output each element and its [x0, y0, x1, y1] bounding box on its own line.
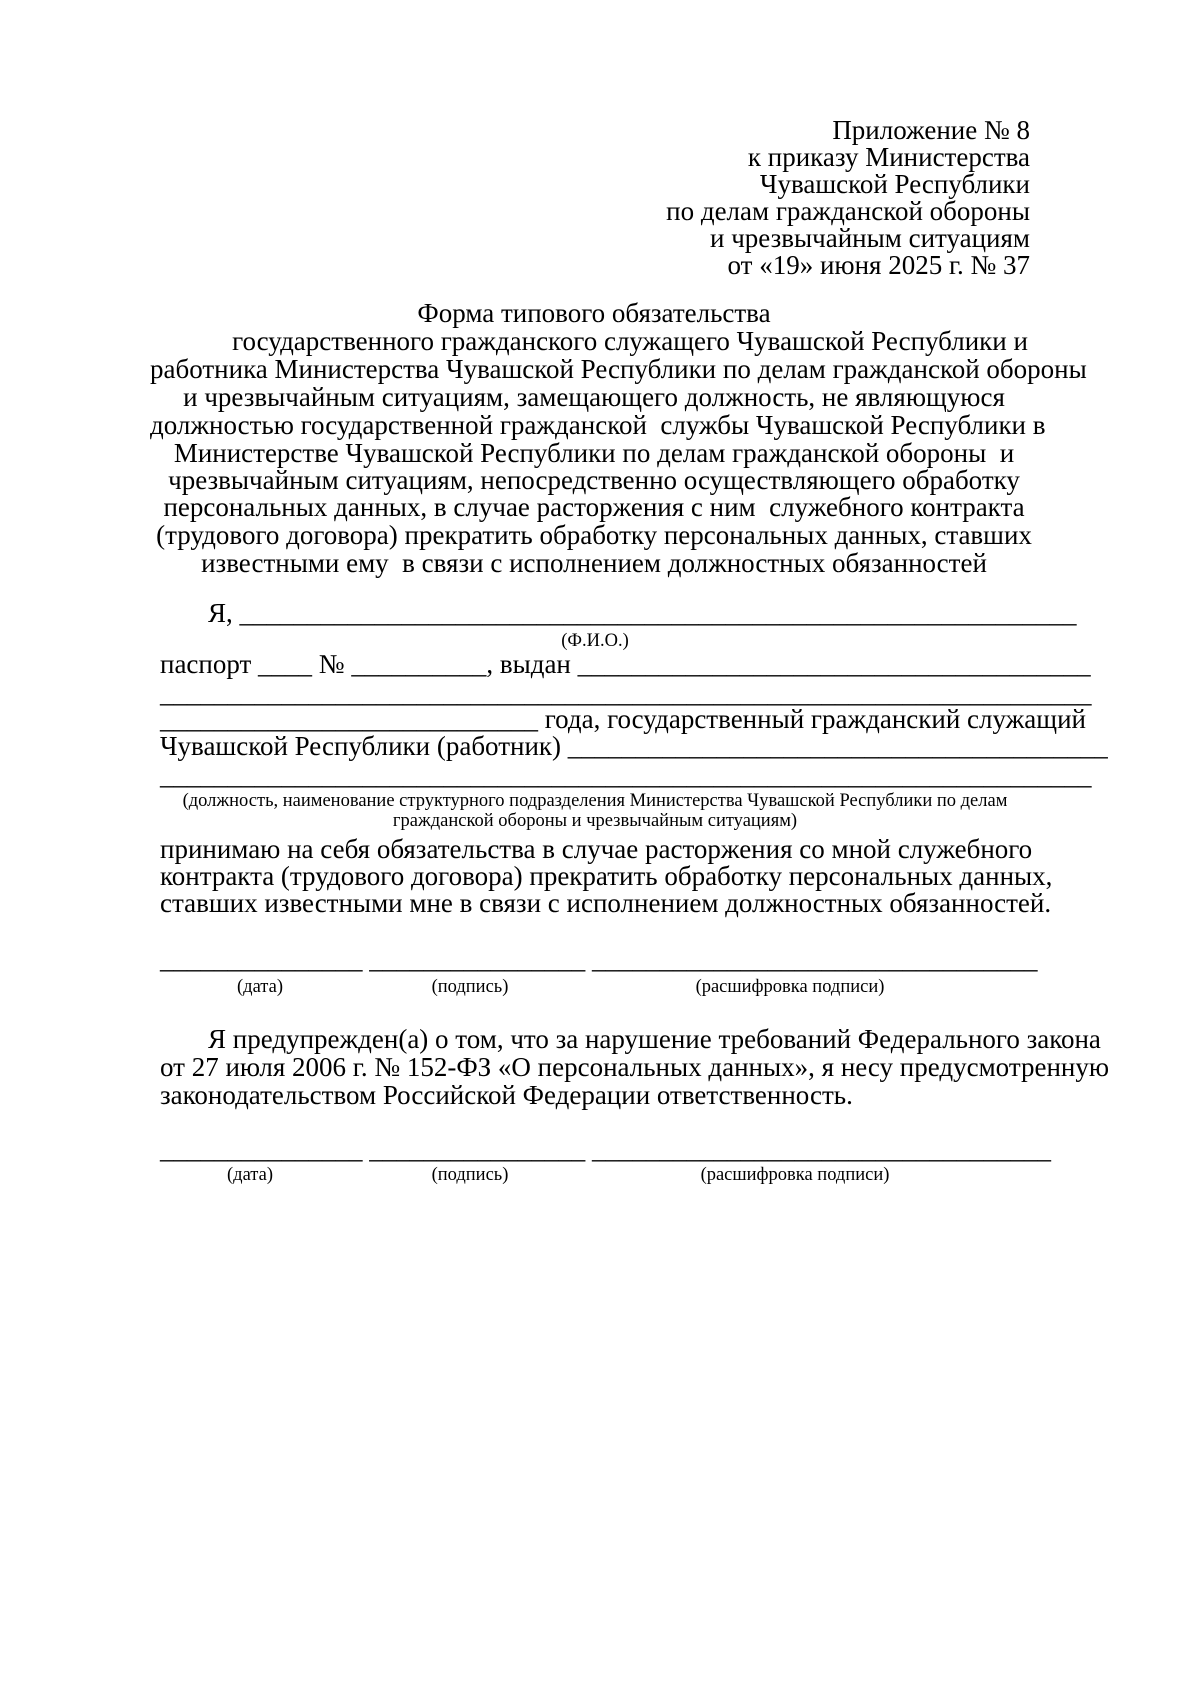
issue-year-line: ____________________________ года, государственный гражданский служащий — [160, 704, 1086, 734]
position-caption-line-1: (должность, наименование структурного подразделения Министерства Чувашской Республики по делам — [182, 791, 1008, 811]
fio-line: Я, ______________________________________________________________ — [208, 598, 1077, 628]
appendix-line-3: Чувашской Республики — [759, 169, 1030, 199]
warning-line-2: от 27 июля 2006 г. № 152-ФЗ «О персональных данных», я несу предусмотренную — [160, 1052, 1110, 1082]
title-line-3: работника Министерства Чувашской Республики по делам гражданской обороны — [150, 354, 1087, 384]
signature-lines-2: _______________ ________________ __________________________________ — [160, 1134, 1051, 1164]
title-line-6: Министерстве Чувашской Республики по делам гражданской обороны и — [173, 438, 1015, 468]
date-caption-1: (дата) — [237, 977, 283, 997]
appendix-line-2: к приказу Министерства — [747, 142, 1030, 172]
appendix-line-5: и чрезвычайным ситуациям — [710, 223, 1030, 253]
signature-caption-1: (подпись) — [431, 977, 509, 997]
title-line-10: известными ему в связи с исполнением должностных обязанностей — [201, 548, 987, 578]
obligation-line-3: ставших известными мне в связи с исполнением должностных обязанностей. — [160, 888, 1052, 918]
position-line: _____________________________________________________________________ — [160, 760, 1092, 790]
appendix-line-6: от «19» июня 2025 г. № 37 — [727, 250, 1030, 280]
obligation-line-1: принимаю на себя обязательства в случае расторжения со мной служебного — [160, 834, 1033, 864]
title-line-1: Форма типового обязательства — [417, 298, 771, 328]
title-line-9: (трудового договора) прекратить обработку персональных данных, ставших — [156, 520, 1032, 550]
republic-employee-line: Чувашской Республики (работник) ________________________________________ — [160, 731, 1108, 761]
appendix-line-4: по делам гражданской обороны — [666, 196, 1030, 226]
decode-caption-1: (расшифровка подписи) — [695, 977, 885, 997]
warning-line-3: законодательством Российской Федерации ответственность. — [160, 1080, 853, 1110]
signature-lines-1: _______________ ________________ _________________________________ — [160, 944, 1038, 974]
title-line-7: чрезвычайным ситуациям, непосредственно осуществляющего обработку — [168, 465, 1020, 495]
issued-by-continuation-line: _____________________________________________________________________ — [160, 678, 1092, 708]
position-caption-line-2: гражданской обороны и чрезвычайным ситуациям) — [392, 811, 798, 831]
obligation-line-2: контракта (трудового договора) прекратить обработку персональных данных, — [160, 861, 1053, 891]
appendix-line-1: Приложение № 8 — [832, 115, 1030, 145]
signature-caption-2: (подпись) — [431, 1165, 509, 1185]
title-line-8: персональных данных, в случае расторжения с ним служебного контракта — [163, 492, 1025, 522]
warning-line-1: Я предупрежден(а) о том, что за нарушение требований Федерального закона — [208, 1024, 1101, 1054]
title-line-2: государственного гражданского служащего Чувашской Республики и — [232, 326, 1028, 356]
decode-caption-2: (расшифровка подписи) — [700, 1165, 890, 1185]
title-line-4: и чрезвычайным ситуациям, замещающего должность, не являющуюся — [183, 382, 1005, 412]
title-line-5: должностью государственной гражданской службы Чувашской Республики в — [150, 410, 1046, 440]
passport-line: паспорт ____ № __________, выдан ______________________________________ — [160, 649, 1091, 679]
fio-caption: (Ф.И.О.) — [561, 631, 629, 651]
date-caption-2: (дата) — [227, 1165, 273, 1185]
